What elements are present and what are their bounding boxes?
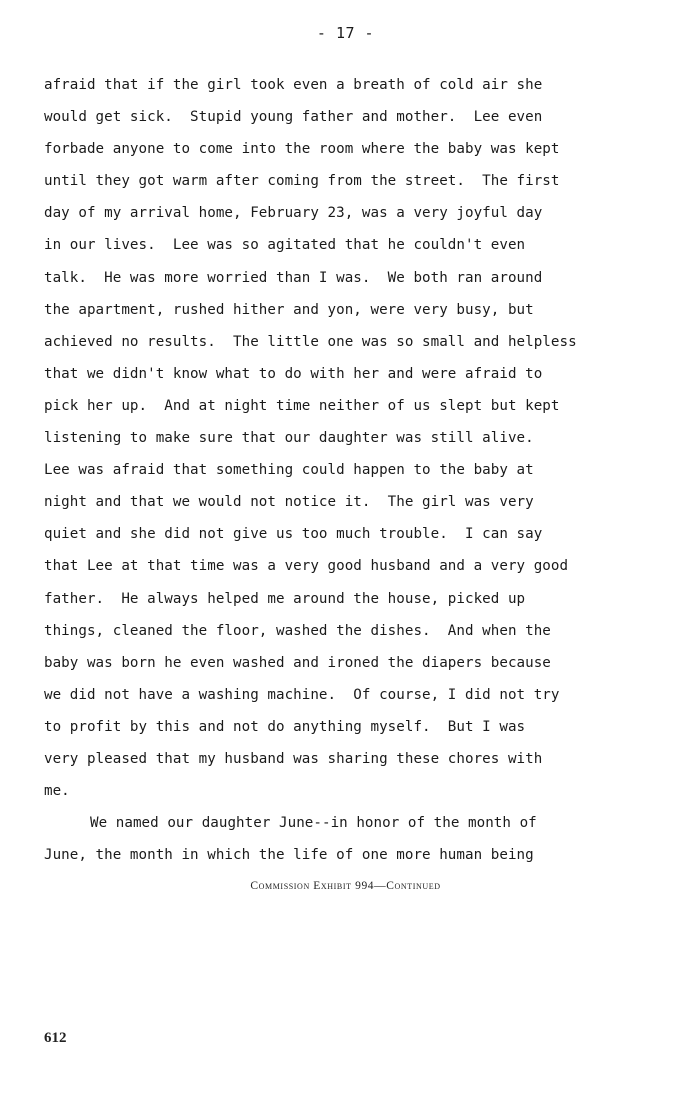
text-line: afraid that if the girl took even a breath of cold air she: [44, 77, 543, 93]
text-line: talk. He was more worried than I was. We both ran around: [44, 269, 543, 286]
text-line: we did not have a washing machine. Of course, I did not try: [44, 686, 560, 703]
text-line: until they got warm after coming from the street. The first: [44, 173, 560, 190]
text-line: achieved no results. The little one was so small and helpless: [44, 333, 577, 350]
folio-page-number: 612: [44, 1030, 67, 1046]
body-text: [44, 74, 684, 876]
text-line: father. He always helped me around the house, picked up: [44, 590, 526, 607]
text-line: pick her up. And at night time neither of us slept but kept: [44, 397, 560, 414]
text-line: to profit by this and not do anything myself. But I was: [44, 718, 526, 735]
text-line: forbade anyone to come into the room where the baby was kept: [44, 141, 560, 158]
text-line: things, cleaned the floor, washed the dishes. And when the: [44, 622, 551, 639]
exhibit-caption: Commission Exhibit 994—Continued: [250, 880, 441, 892]
text-line: quiet and she did not give us too much trouble. I can say: [44, 526, 543, 543]
text-line: night and that we would not notice it. The girl was very: [44, 494, 534, 511]
text-line: would get sick. Stupid young father and mother. Lee even: [44, 109, 543, 126]
text-line: that Lee at that time was a very good husband and a very good: [44, 558, 569, 575]
text-line: day of my arrival home, February 23, was a very joyful day: [44, 205, 543, 222]
text-line: Lee was afraid that something could happen to the baby at: [44, 462, 534, 479]
text-line: very pleased that my husband was sharing these chores with: [44, 750, 543, 767]
text-line: in our lives. Lee was so agitated that he couldn't even: [44, 237, 526, 254]
text-line: June, the month in which the life of one more human being: [44, 847, 534, 864]
text-line: that we didn't know what to do with her and were afraid to: [44, 365, 543, 382]
text-line: the apartment, rushed hither and yon, were very busy, but: [44, 301, 534, 318]
page-number: - 17 -: [316, 24, 375, 42]
text-line: listening to make sure that our daughter was still alive.: [44, 430, 534, 447]
text-line-indented: We named our daughter June--in honor of the month of: [90, 815, 537, 832]
text-line: baby was born he even washed and ironed the diapers because: [44, 654, 551, 671]
text-line: me.: [44, 783, 70, 800]
